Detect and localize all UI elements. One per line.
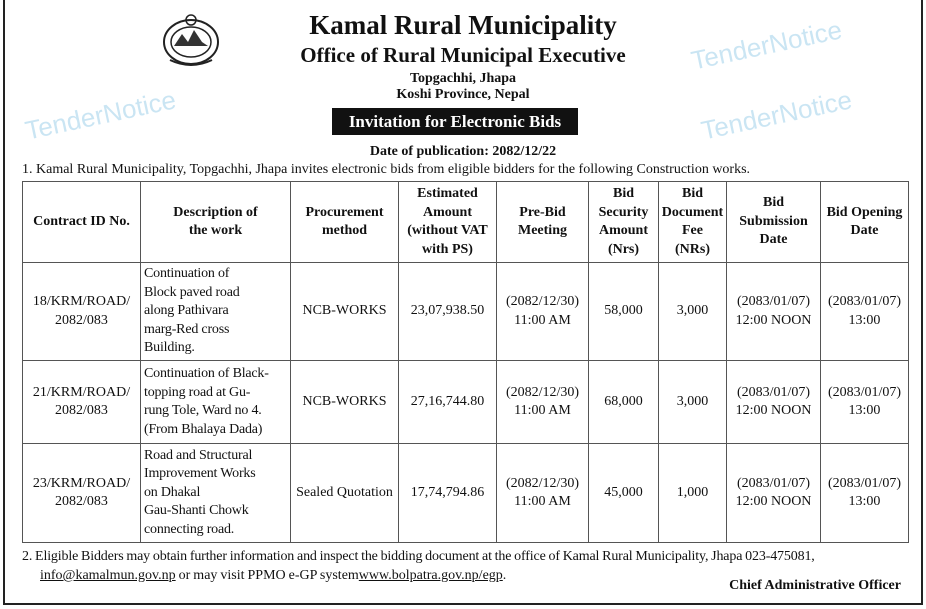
cell-line: 11:00 AM [514, 312, 571, 328]
column-header-line: the work [188, 223, 243, 238]
table-cell [291, 361, 399, 444]
table-cell [821, 263, 909, 361]
column-header-line: Pre-Bid [519, 204, 566, 220]
page-title: Kamal Rural Municipality [309, 10, 617, 40]
cell-line: Gau-Shanti Chowk [144, 503, 249, 519]
cell-line: Improvement Works [144, 466, 256, 482]
column-header-line: Description of [173, 204, 258, 220]
column-header-line: Date [759, 232, 788, 248]
cell-line: 1,000 [676, 484, 709, 500]
cell-line: Continuation of Black- [144, 366, 269, 381]
cell-line: on Dhakal [144, 484, 201, 500]
cell-line: 21/KRM/ROAD/ [32, 384, 131, 400]
column-header-line: Bid [612, 186, 634, 201]
table-cell [821, 361, 909, 444]
table-cell [141, 361, 291, 444]
cell-line: 13:00 [848, 494, 881, 509]
watermark: TenderNotice [688, 14, 845, 76]
column-header-line: Bid [681, 186, 703, 201]
cell-line: 12:00 NOON [735, 494, 812, 509]
table-cell [727, 263, 821, 361]
column-header-line: Bid [762, 195, 784, 211]
cell-line: NCB-WORKS [302, 393, 387, 409]
column-header-line: Amount [598, 223, 648, 238]
column-header-line: method [321, 223, 368, 238]
table-row [23, 361, 909, 444]
column-header-line: Fee [682, 223, 703, 238]
cell-line: 13:00 [848, 312, 881, 328]
cell-line: 2082/083 [55, 494, 108, 509]
address-line-1: Topgachhi, Jhapa [409, 71, 517, 86]
cell-line: (2083/01/07) [736, 384, 811, 400]
watermark: TenderNotice [22, 84, 179, 146]
column-header-line: (Nrs) [607, 241, 640, 257]
website-link[interactable]: www.bolpatra.gov.np/egp [358, 568, 503, 583]
column-header-line: with PS) [422, 241, 473, 257]
table-row [23, 444, 909, 543]
column-header [821, 182, 909, 263]
cell-line: (From Bhalaya Dada) [144, 421, 263, 437]
cell-line: (2083/01/07) [827, 475, 902, 491]
cell-line: 11:00 AM [514, 403, 571, 418]
cell-line: (2083/01/07) [736, 294, 811, 309]
column-header-line: Meeting [518, 223, 567, 238]
table-header-row [23, 182, 909, 263]
cell-line: Continuation of [144, 266, 230, 282]
table-cell [291, 444, 399, 543]
table-row [23, 263, 909, 361]
cell-line: (2083/01/07) [736, 475, 811, 491]
table-cell [497, 444, 589, 543]
cell-line: 11:00 AM [514, 494, 571, 509]
cell-line: 2082/083 [55, 312, 108, 328]
table-cell [23, 263, 141, 361]
cell-line: 45,000 [604, 484, 643, 500]
table-cell [141, 263, 291, 361]
cell-line: 12:00 NOON [735, 312, 812, 328]
cell-line: 68,000 [604, 393, 643, 409]
column-header-line: Security [598, 204, 649, 220]
column-header [399, 182, 497, 263]
cell-line: Building. [144, 340, 195, 356]
table-cell [727, 361, 821, 444]
cell-line: 3,000 [676, 393, 709, 409]
cell-line: marg-Red cross [144, 321, 230, 337]
table-cell [141, 444, 291, 543]
footer-text: 2. Eligible Bidders may obtain further information and inspect the bidding document at the office of Kamal Rural Municipality, Jhapa 023-475081, [22, 549, 815, 564]
footer-text-end: . [502, 568, 507, 583]
cell-line: 12:00 NOON [735, 403, 812, 418]
column-header-line: Bid Opening [826, 204, 903, 220]
table-cell [399, 361, 497, 444]
footer-text-middle: or may visit PPMO e-GP system [175, 568, 359, 583]
cell-line: rung Tole, Ward no 4. [144, 403, 262, 418]
cell-line: Block paved road [144, 284, 240, 300]
table-cell [399, 263, 497, 361]
table-cell [23, 361, 141, 444]
signature: Chief Administrative Officer [729, 578, 901, 593]
column-header-line: (NRs) [675, 241, 710, 257]
column-header-line: Submission [739, 213, 808, 229]
table-cell [23, 444, 141, 543]
column-header [659, 182, 727, 263]
cell-line: (2082/12/30) [505, 475, 580, 491]
table-cell [589, 444, 659, 543]
cell-line: connecting road. [144, 521, 235, 537]
cell-line: (2082/12/30) [505, 384, 580, 400]
column-header [23, 182, 141, 263]
column-header [497, 182, 589, 263]
column-header-line: Amount [422, 204, 472, 220]
bids-table [22, 181, 909, 543]
column-header-line: Date [850, 223, 879, 238]
watermark: TenderNotice [698, 84, 855, 146]
column-header-line: (without VAT [407, 223, 488, 238]
column-header-line: Contract ID No. [33, 213, 130, 229]
cell-line: Sealed Quotation [296, 484, 393, 500]
intro-paragraph: 1. Kamal Rural Municipality, Topgachhi, Jhapa invites electronic bids from eligible bidders for the following Construction works. [22, 162, 751, 177]
cell-line: 2082/083 [55, 403, 108, 418]
column-header [727, 182, 821, 263]
table-cell [399, 444, 497, 543]
column-header [291, 182, 399, 263]
cell-line: 18/KRM/ROAD/ [32, 294, 131, 309]
table-cell [659, 263, 727, 361]
cell-line: 17,74,794.86 [410, 484, 485, 500]
table-cell [659, 444, 727, 543]
table-cell [589, 263, 659, 361]
email-link[interactable]: info@kamalmun.gov.np [40, 568, 176, 583]
cell-line: 13:00 [848, 403, 881, 418]
cell-line: 23/KRM/ROAD/ [32, 475, 131, 491]
column-header [141, 182, 291, 263]
cell-line: along Pathivara [144, 303, 229, 319]
column-header-line: Procurement [305, 204, 384, 220]
table-cell [821, 444, 909, 543]
cell-line: 58,000 [604, 303, 643, 319]
table-cell [727, 444, 821, 543]
cell-line: (2083/01/07) [827, 294, 902, 309]
table-cell [589, 361, 659, 444]
column-header [589, 182, 659, 263]
column-header-line: Document [661, 204, 724, 220]
table-cell [659, 361, 727, 444]
cell-line: (2082/12/30) [505, 294, 580, 309]
cell-line: 23,07,938.50 [410, 303, 485, 319]
table-cell [291, 263, 399, 361]
table-cell [497, 361, 589, 444]
publication-date: Date of publication: 2082/12/22 [369, 144, 557, 159]
cell-line: Road and Structural [144, 447, 253, 463]
column-header-line: Estimated [417, 186, 478, 201]
cell-line: (2083/01/07) [827, 384, 902, 400]
cell-line: 3,000 [676, 303, 709, 319]
cell-line: 27,16,744.80 [410, 393, 485, 409]
cell-line: topping road at Gu- [144, 384, 251, 400]
notice-banner: Invitation for Electronic Bids [332, 108, 578, 135]
table-cell [497, 263, 589, 361]
office-name: Office of Rural Municipal Executive [300, 43, 626, 67]
cell-line: NCB-WORKS [302, 303, 387, 319]
address-line-2: Koshi Province, Nepal [396, 87, 530, 102]
